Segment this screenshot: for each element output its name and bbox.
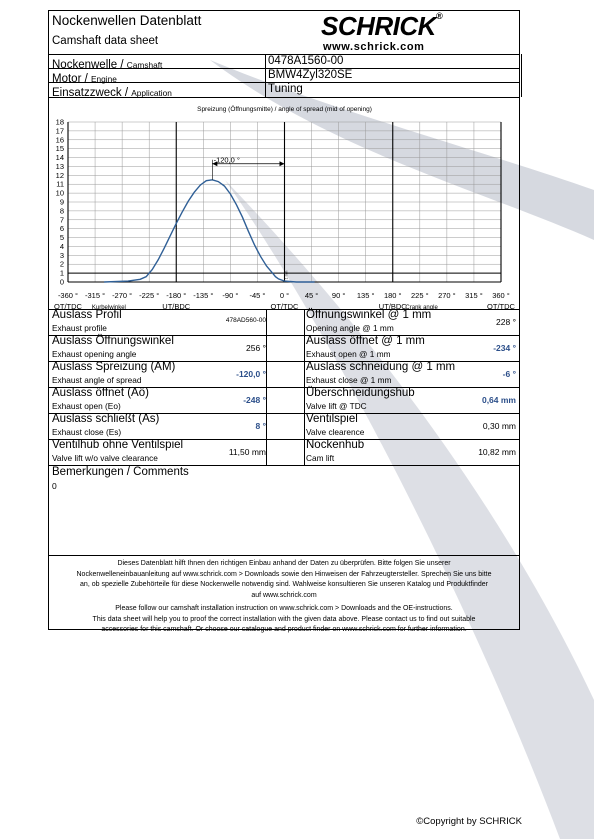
table-row-left: [49, 439, 266, 465]
table-row-left: [49, 309, 266, 335]
y-tick-label: 8: [59, 206, 64, 216]
x-tick-label: 360 °: [492, 291, 510, 300]
axis-label-right: Crank angle: [405, 305, 438, 309]
tdc-label: UT/BDC: [378, 302, 407, 309]
y-tick-label: 13: [55, 161, 64, 171]
table-row-right: [304, 309, 519, 335]
notice-en-line-2: This data sheet will help you to proof the correct installation with the given data above. Please contact us to find out suitable: [92, 615, 476, 623]
website-text: www.schrick.com: [323, 41, 425, 53]
param-label-en: Exhaust profile: [52, 323, 107, 333]
param-value: 0,30 mm: [482, 421, 516, 431]
param-label-en: Exhaust opening angle: [52, 349, 137, 359]
table-row-right: [304, 335, 519, 361]
y-marker-label: 1 mm: [284, 270, 289, 280]
y-tick-label: 18: [55, 117, 64, 127]
y-tick-label: 3: [59, 250, 64, 260]
sheet-title: Nockenwellen Datenblatt: [52, 13, 202, 28]
sheet-subtitle: Camshaft data sheet: [52, 35, 159, 47]
camshaft-value: 0478A1560-00: [268, 55, 344, 67]
installation-notice: [53, 559, 515, 636]
y-tick-label: 1: [59, 268, 64, 278]
param-label-en: Exhaust open @ 1 mm: [306, 349, 391, 359]
x-tick-label: 225 °: [411, 291, 429, 300]
table-row-left: [49, 387, 266, 413]
remarks-label: Bemerkungen / Comments: [52, 466, 189, 478]
notice-en-line-1: Please follow our camshaft installation instruction on www.schrick.com > Downloads and the OE-instructions.: [115, 605, 453, 612]
param-label-de: Ventilspiel: [306, 413, 358, 425]
param-value: 478AD560-00: [225, 317, 266, 324]
param-value: 8 °: [255, 421, 266, 431]
notice-de-line-3: an, ob spezielle Zubehörteile für diese Nockenwelle notwendig sind. Wahlweise konsultieren Sie unseren Katalog und Produktfinder: [80, 581, 488, 588]
engine-value: BMW4Zyl320SE: [268, 69, 353, 81]
schrick-logo: SCHRICK®: [321, 11, 443, 41]
tdc-label: OT/TDC: [270, 302, 299, 309]
table-row-left: [49, 335, 266, 361]
table-row-right: [304, 387, 519, 413]
param-label-de: Auslass öffnet @ 1 mm: [306, 335, 425, 347]
x-tick-label: -270 °: [112, 291, 133, 300]
param-label-en: Opening angle @ 1 mm: [306, 323, 394, 333]
param-label-de: Auslass schließt (As): [52, 413, 160, 425]
info-row-application: Einsatzzweck / Application: [52, 87, 172, 99]
table-row-right: [304, 413, 519, 439]
y-tick-label: 14: [55, 153, 64, 163]
x-tick-label: 45 °: [304, 291, 319, 300]
tdc-label: OT/TDC: [54, 302, 82, 309]
param-value: 10,82 mm: [478, 447, 516, 457]
x-tick-label: 180 °: [383, 291, 402, 300]
param-label-en: Exhaust angle of spread: [52, 375, 142, 385]
y-tick-label: 17: [55, 126, 64, 136]
y-tick-label: 6: [59, 224, 64, 234]
param-value: 11,50 mm: [228, 447, 266, 457]
x-tick-label: -315 °: [85, 291, 106, 300]
x-tick-label: -90 °: [222, 291, 239, 300]
param-value: 228 °: [496, 317, 516, 327]
y-tick-label: 12: [55, 170, 64, 180]
x-tick-label: 90 °: [331, 291, 346, 300]
notice-de-line-1: Dieses Datenblatt hilft Ihnen den richtigen Einbau anhand der Daten zu überprüfen. Bitte folgen Sie unserer: [117, 560, 451, 567]
x-tick-label: 0 °: [279, 291, 290, 300]
param-label-en: Exhaust close (Es): [52, 427, 122, 437]
application-value: Tuning: [268, 83, 303, 95]
y-tick-label: 7: [59, 215, 64, 225]
remarks-value: 0: [52, 481, 57, 491]
param-label-en: Cam lift: [306, 453, 335, 463]
param-value: -234 °: [493, 343, 516, 353]
y-tick-label: 5: [59, 233, 64, 243]
param-label-de: Auslass öffnet (Aö): [52, 387, 149, 399]
param-label-de: Auslass Öffnungswinkel: [52, 335, 174, 347]
param-value: -6 °: [502, 369, 516, 379]
table-row-right: [304, 361, 519, 387]
param-label-en: Exhaust open (Eo): [52, 401, 121, 411]
param-value: 256 °: [246, 343, 266, 353]
tdc-label: OT/TDC: [487, 302, 515, 309]
copyright-text: ©Copyright by SCHRICK: [416, 816, 522, 827]
valve-lift-chart: [49, 97, 519, 309]
x-tick-label: 315 °: [465, 291, 483, 300]
parameter-table: [49, 309, 519, 465]
x-tick-label: 270 °: [438, 291, 456, 300]
param-value: -248 °: [243, 395, 266, 405]
param-label-de: Öffnungswinkel @ 1 mm: [306, 309, 432, 321]
axis-label-left: Kurbelwinkel: [91, 305, 126, 309]
chart-title: Spreizung (Öffnungsmitte) / angle of spread (mid of opening): [197, 106, 372, 113]
param-label-en: Valve clearence: [306, 427, 365, 437]
y-tick-label: 11: [56, 179, 64, 189]
x-tick-label: 135 °: [356, 291, 375, 300]
table-row-left: [49, 361, 266, 387]
table-row-right: [304, 439, 519, 465]
param-label-en: Valve lift w/o valve clearance: [52, 453, 158, 463]
param-label-de: Auslass Profil: [52, 309, 122, 321]
x-tick-label: -180 °: [166, 291, 187, 300]
param-label-de: Überschneidungshub: [306, 387, 415, 399]
y-tick-label: 2: [59, 259, 64, 269]
param-label-en: Valve lift @ TDC: [306, 401, 367, 411]
info-row-camshaft: Nockenwelle / Camshaft: [52, 59, 163, 71]
param-value: 0,64 mm: [481, 395, 516, 405]
y-tick-label: 10: [55, 188, 64, 198]
tdc-label: UT/BDC: [162, 302, 191, 309]
param-label-de: Auslass Spreizung (AM): [52, 361, 176, 373]
spread-annotation: -120,0 °: [213, 155, 240, 165]
y-tick-label: 16: [55, 135, 64, 145]
notice-de-line-2: Nockenwelleneinbauanleitung auf www.schrick.com > Downloads sowie den Hinweisen der Fahrzeugtersteller. Sprechen Sie uns bitte: [76, 570, 492, 578]
notice-de-line-4: auf www.schrick.com: [251, 591, 317, 599]
y-tick-label: 9: [59, 197, 64, 207]
y-tick-label: 0: [59, 277, 64, 287]
spread-arrow-head-right: [280, 161, 285, 166]
notice-en-line-3: accessories for this camshaft. Or choose our catalogue and product finder on www.schrick.com for further information.: [101, 626, 467, 633]
valve-lift-curve: [104, 180, 315, 282]
x-tick-label: -225 °: [139, 291, 160, 300]
param-label-de: Ventilhub ohne Ventilspiel: [52, 439, 184, 451]
param-label-de: Nockenhub: [306, 439, 365, 451]
param-label-en: Exhaust close @ 1 mm: [306, 375, 392, 385]
x-tick-label: -135 °: [193, 291, 214, 300]
param-value: -120,0 °: [236, 369, 266, 379]
x-tick-label: -45 °: [249, 291, 266, 300]
info-block: [49, 54, 519, 97]
data-sheet: [48, 10, 520, 633]
y-tick-label: 4: [59, 241, 64, 251]
table-row-left: [49, 413, 266, 439]
y-tick-label: 15: [55, 144, 64, 154]
info-row-engine: Motor / Engine: [52, 73, 117, 85]
x-tick-label: -360 °: [57, 291, 79, 300]
param-label-de: Auslass schneidung @ 1 mm: [306, 361, 456, 373]
